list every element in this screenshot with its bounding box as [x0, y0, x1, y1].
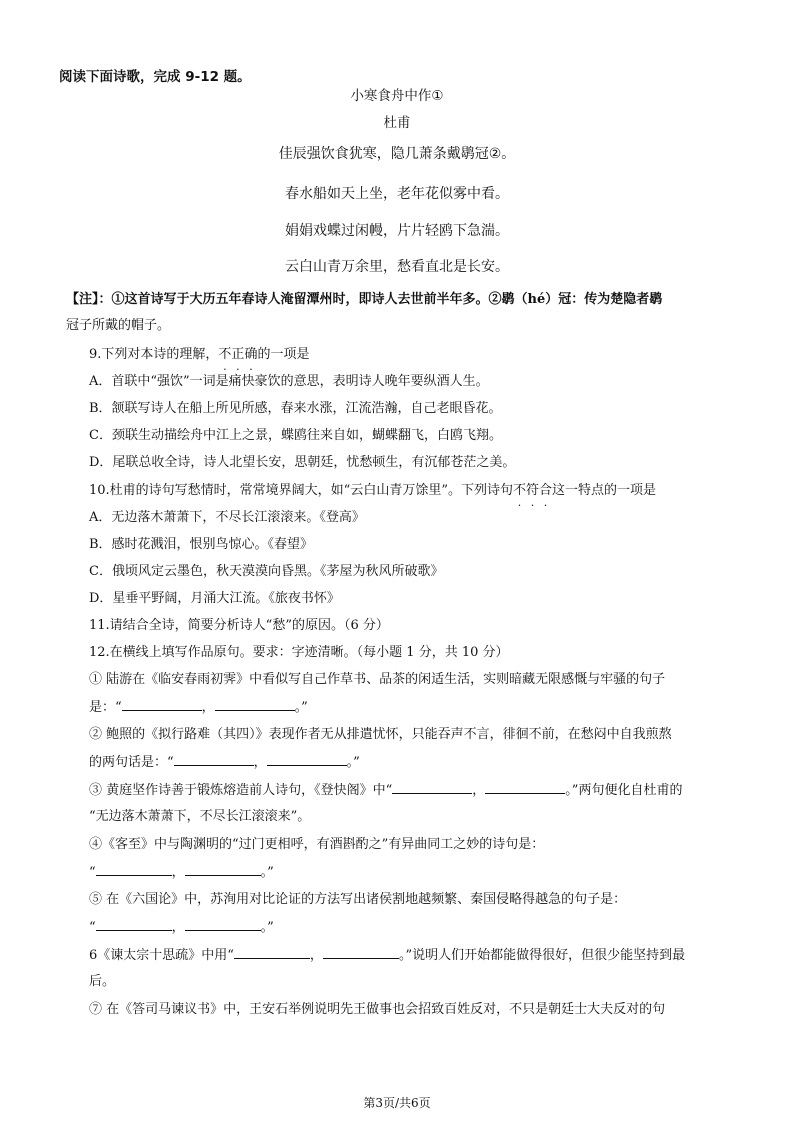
q12-item-2-prefix: 的两句话是：“ [89, 755, 174, 770]
q9-stem-e: 的一项是 [257, 347, 310, 362]
note-line-2: 冠子所戴的帽子。 [66, 318, 171, 333]
q12-item-1-comma: ， [201, 700, 215, 715]
q12-item-6-suffix: 。”说明人们开始都能做得很好，但很少能坚持到最 [398, 948, 686, 963]
answer-blank[interactable] [185, 918, 261, 931]
q12-item-5-open: “ [89, 920, 96, 935]
q10-option-a: A．无边落木萧萧下，不尽长江滚滚来。《登高》 [89, 510, 365, 525]
q12-item-2-comma: ， [253, 755, 267, 770]
q9-option-b: B．颔联写诗人在船上所见所感，春来水涨，江流浩瀚，自己老眼昏花。 [89, 401, 502, 416]
poem-author: 杜甫 [383, 115, 411, 131]
q12-item-4-line-1: ④《客至》中与陶渊明的“过门更相呼，有酒斟酌之”有异曲同工之妙的诗句是： [89, 837, 545, 852]
q12-item-2-end: 。” [346, 755, 360, 770]
q10-option-b: B．感时花溅泪，恨别鸟惊心。《春望》 [89, 537, 314, 552]
q12-item-1-prefix: 是：“ [89, 700, 122, 715]
poem-line-2: 春水船如天上坐，老年花似雾中看。 [285, 186, 509, 202]
answer-blank[interactable] [485, 781, 565, 794]
q12-item-1-end: 。” [294, 700, 308, 715]
poem-line-3: 娟娟戏蝶过闲幔，片片轻鸥下急湍。 [285, 223, 509, 239]
answer-blank[interactable] [234, 946, 310, 959]
q12-item-6-line-2: 后。 [89, 974, 116, 989]
poem-title: 小寒食舟中作① [350, 88, 444, 104]
q12-item-4-line-2 [89, 863, 274, 882]
q9-option-c: C．颈联生动描绘舟中江上之景，蝶鸥往来自如，蝴蝶翻飞，白鸥飞翔。 [89, 428, 502, 443]
answer-blank[interactable] [122, 698, 202, 711]
q10-stem-a: 10.杜甫的诗句写愁情时，常常境界阔大，如“云白山青万馀里”。下列诗句 [89, 483, 513, 498]
q12-item-1-line-2 [89, 698, 308, 717]
q12-item-1-line-1: ① 陆游在《临安春雨初霁》中看似写自己作草书、品茶的闲适生活，实则暗藏无限感慨与牢骚的句子 [89, 672, 666, 687]
answer-blank[interactable] [96, 918, 172, 931]
q12-item-6-line-1 [89, 946, 685, 965]
q12-item-2-line-2 [89, 753, 360, 772]
q12-item-3-line-2: “无边落木萧萧下，不尽长江滚滚来”。 [89, 809, 311, 824]
poem-line-1: 佳辰强饮食犹寒，隐几萧条戴鹖冠②。 [278, 146, 516, 162]
q9-option-a: A．首联中“强饮”一词是痛快豪饮的意思，表明诗人晚年要纵酒人生。 [89, 374, 489, 389]
q10-emph-3: 合 [539, 483, 553, 498]
q12-item-6-prefix: 6《谏太宗十思疏》中用“ [89, 948, 234, 963]
q12-item-5-end: 。” [260, 920, 274, 935]
q10-option-c: C．俄顷风定云墨色，秋天漠漠向昏黑。《茅屋为秋风所破歌》 [89, 564, 444, 579]
q12-item-5-line-2 [89, 918, 274, 937]
answer-blank[interactable] [185, 863, 261, 876]
q9-emph-2: 正 [231, 347, 245, 362]
q12-stem: 12.在横线上填写作品原句。要求：字迹清晰。（每小题 1 分，共 10 分） [89, 645, 509, 660]
answer-blank[interactable] [96, 863, 172, 876]
answer-blank[interactable] [215, 698, 295, 711]
q12-item-4-open: “ [89, 865, 96, 880]
q9-option-d: D．尾联总收全诗，诗人北望长安，思朝廷，忧愁顿生，有沉郁苍茫之美。 [89, 455, 516, 470]
q12-item-4-end: 。” [260, 865, 274, 880]
q12-item-3-suffix: 。”两句便化自杜甫的 [565, 783, 683, 798]
answer-blank[interactable] [267, 753, 347, 766]
q12-item-2-line-1: ② 鲍照的《拟行路难（其四）》表现作者无从排遣忧怀，只能吞声不言，徘徊不前，在愁闷中自我煎熬 [89, 727, 672, 742]
q11-stem: 11.请结合全诗，简要分析诗人“愁”的原因。（6 分） [89, 618, 389, 633]
q10-emph-1: 不 [512, 483, 526, 498]
note-line-1 [66, 291, 662, 309]
q12-item-3-comma: ， [472, 783, 486, 798]
q9-emph-1: 不 [218, 347, 232, 362]
q12-item-4-comma: ， [171, 865, 185, 880]
instruction: 阅读下面诗歌，完成 9-12 题。 [59, 69, 251, 85]
q10-emph-2: 符 [525, 483, 539, 498]
q9-stem [89, 346, 309, 364]
q12-item-5-comma: ， [171, 920, 185, 935]
q12-item-6-comma: ， [309, 948, 323, 963]
poem-line-4: 云白山青万余里，愁看直北是长安。 [285, 259, 509, 275]
q12-item-3-line-1 [89, 781, 682, 800]
q9-emph-3: 确 [244, 347, 258, 362]
answer-blank[interactable] [392, 781, 472, 794]
q10-stem-e: 这一特点的一项是 [552, 483, 657, 498]
q10-stem [89, 482, 656, 500]
page-footer: 第3页/共6页 [363, 1096, 431, 1110]
answer-blank[interactable] [323, 946, 399, 959]
q12-item-3-prefix: ③ 黄庭坚作诗善于锻炼熔造前人诗句，《登快阁》中“ [89, 783, 393, 798]
q12-item-5-line-1: ⑤ 在《六国论》中，苏洵用对比论证的方法写出诸侯割地越频繁、秦国侵略得越急的句子是： [89, 892, 627, 907]
note-text-1: 【注】：①这首诗写于大历五年春诗人淹留潭州时，即诗人去世前半年多。②鹖（hé）冠：传为楚隐者鹖 [66, 292, 663, 307]
q10-option-d: D．星垂平野阔，月涌大江流。《旅夜书怀》 [89, 591, 340, 606]
q12-item-7-line-1: ⑦ 在《答司马谏议书》中，王安石举例说明先王做事也会招致百姓反对，不只是朝廷士大夫反对的句 [89, 1002, 666, 1017]
answer-blank[interactable] [174, 753, 254, 766]
q9-stem-a: 9.下列对本诗的理解， [89, 347, 219, 362]
